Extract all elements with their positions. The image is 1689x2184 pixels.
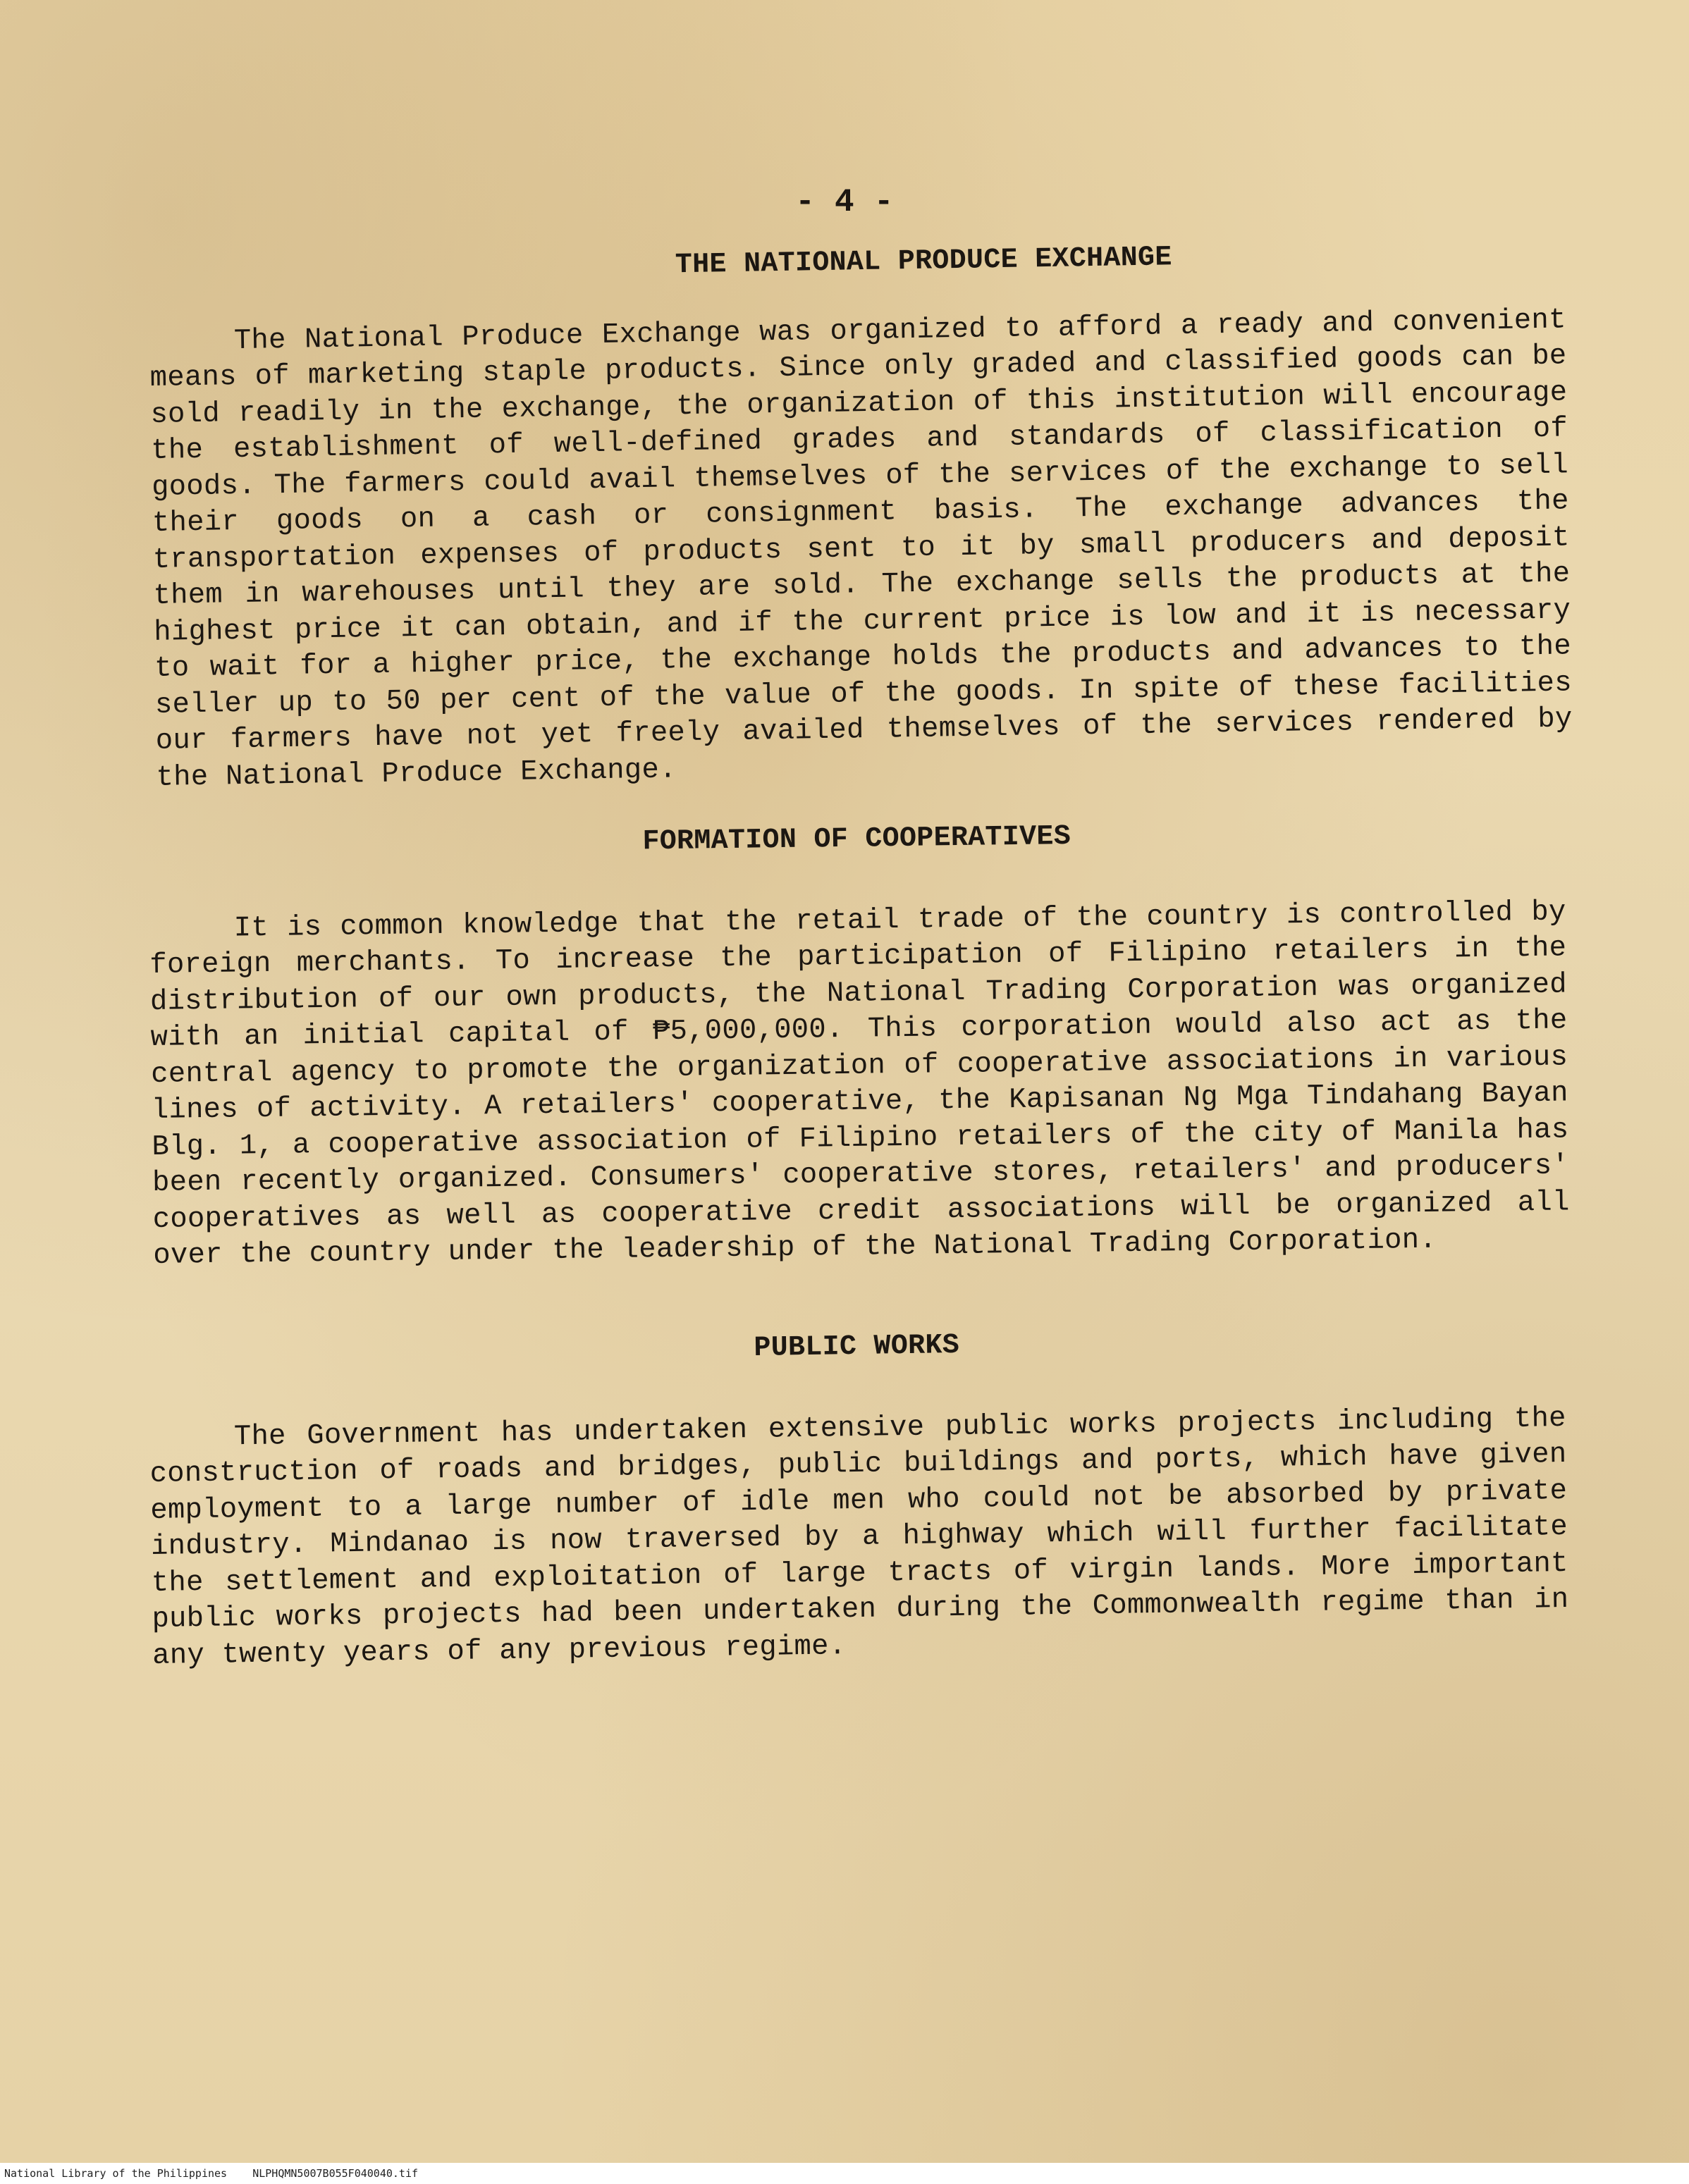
section-paragraph: The Government has undertaken extensive public works projects including the construction of roads and bridges, public buildings and ports, which have given employment to a large number of idle men who could not be absorbed by private industry. Mindanao is now traversed by a highway which will further facilitate the settlement and exploitation of large tracts of virgin lands. More important public works projects had been undertaken during the Commonwealth regime than in any twenty years of any previous regime. — [149, 1402, 1569, 1672]
section-heading: FORMATION OF COOPERATIVES — [642, 821, 1071, 858]
section-heading: PUBLIC WORKS — [754, 1329, 960, 1364]
section-public-works — [148, 1319, 1569, 1674]
footer-source: National Library of the Philippines — [4, 2167, 228, 2180]
section-heading: THE NATIONAL PRODUCE EXCHANGE — [675, 242, 1172, 282]
scan-footer — [0, 2163, 1689, 2184]
section-paragraph: It is common knowledge that the retail trade of the country is controlled by foreign merchants. To increase the participation of Filipino retailers in the distribution of our own products, the National Trading Corporation was organized with an initial capital of ₱5,000,000. This corporation would also act as the central agency to promote the organization of cooperative associations in various lines of activity. A retailers' cooperative, the Kapisanan Ng Mga Tindahang Bayan Blg. 1, a cooperative association of Filipino retailers of the city of Manila has been recently organized. Consumers' cooperative stores, retailers' and producers' cooperatives as well as cooperative credit associations will be organized all over the country under the leadership of the National Trading Corporation. — [149, 895, 1570, 1272]
section-paragraph: The National Produce Exchange was organized to afford a ready and convenient means of marketing staple products. Since only graded and classified goods can be sold readily in the exchange, the organization of this institution will encourage the establishment of well-defined grades and standards of classification of goods. The farmers could avail themselves of the services of the exchange to sell their goods on a cash or consignment basis. The exchange advances the transportation expenses of products sent to it by small producers and deposit them in warehouses until they are sold. The exchange sells the products at the highest price it can obtain, and if the current price is low and it is necessary to wait for a higher price, the exchange holds the products and advances to the seller up to 50 per cent of the value of the goods. In spite of these facilities our farmers have not yet freely availed themselves of the services rendered by the National Produce Exchange. — [149, 303, 1573, 794]
section-national-produce-exchange — [148, 233, 1573, 796]
section-formation-of-cooperatives — [148, 813, 1571, 1274]
page-number: - 4 - — [795, 184, 894, 221]
footer-filename: NLPHQMN5007B055F040040.tif — [252, 2167, 419, 2180]
